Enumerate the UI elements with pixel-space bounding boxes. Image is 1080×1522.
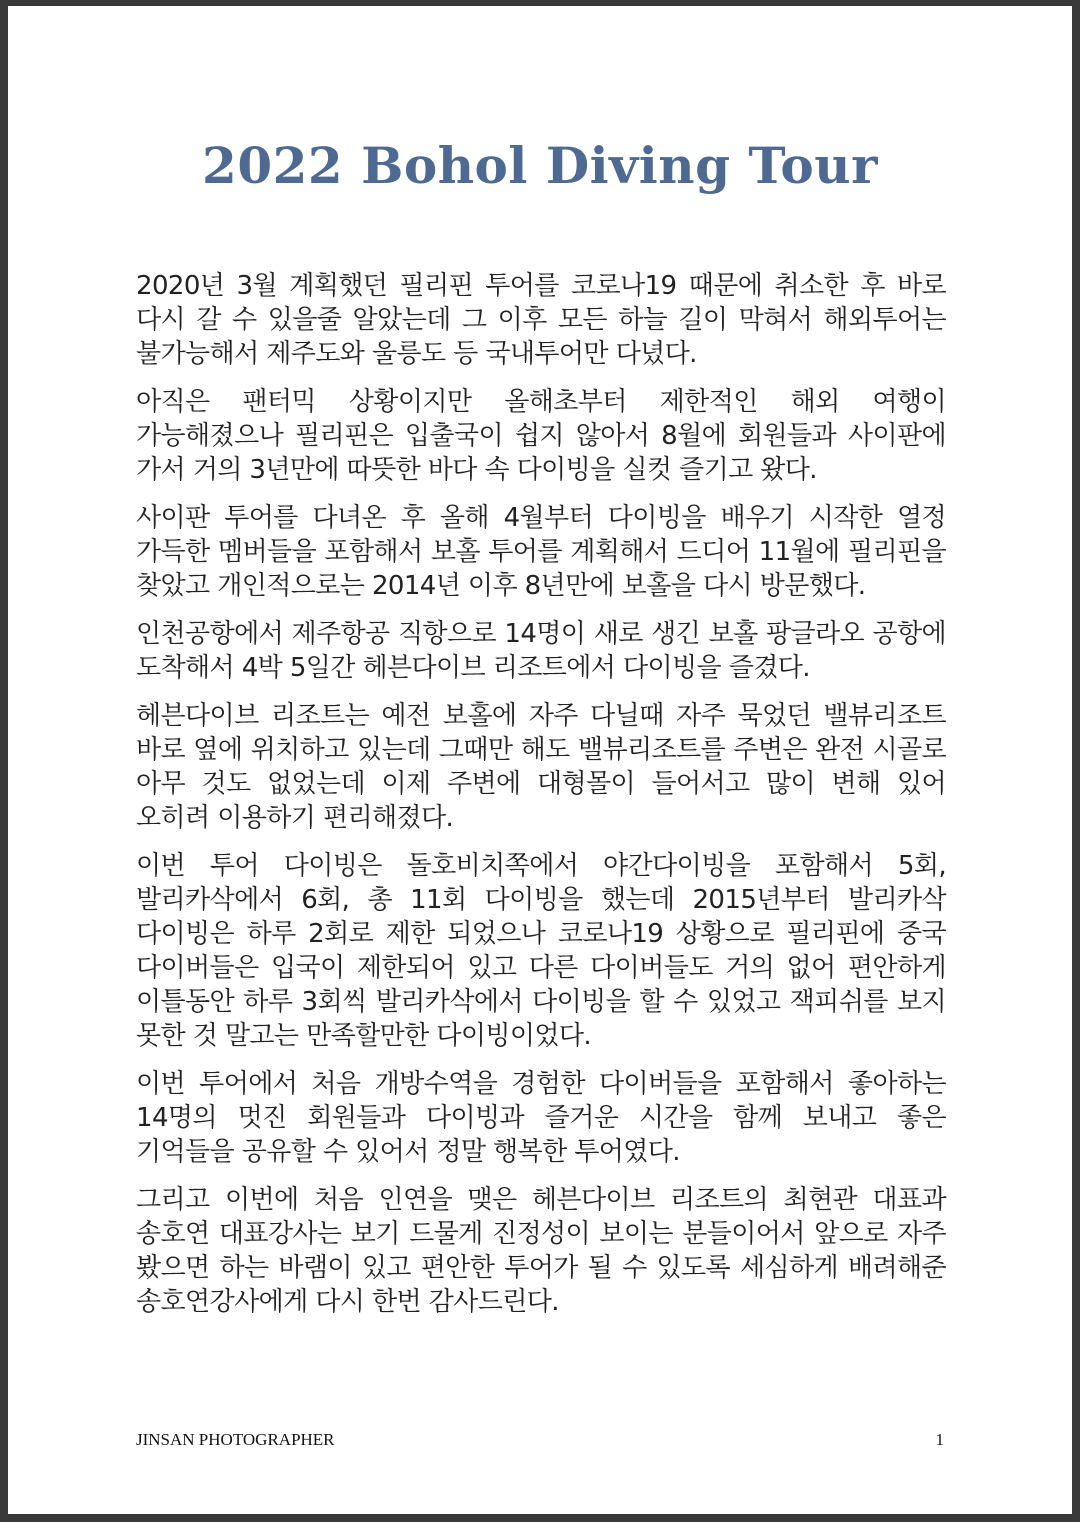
footer-author: JINSAN PHOTOGRAPHER (136, 1430, 335, 1449)
paragraph: 사이판 투어를 다녀온 후 올해 4월부터 다이빙을 배우기 시작한 열정 가득한 멤버들을 포함해서 보홀 투어를 계획해서 드디어 11월에 필리핀을 찾았고 개인적으로는 2014년 이후 8년만에 보홀을 다시 방문했다. (136, 503, 946, 601)
paragraph: 2020년 3월 계획했던 필리핀 투어를 코로나19 때문에 취소한 후 바로 다시 갈 수 있을줄 알았는데 그 이후 모든 하늘 길이 막혀서 해외투어는 불가능해서 제주도와 울릉도 등 국내투어만 다녔다. (136, 271, 946, 369)
page-title: 2022 Bohol Diving Tour (202, 136, 878, 195)
paragraph: 그리고 이번에 처음 인연을 맺은 헤븐다이브 리조트의 최현관 대표과 송호연 대표강사는 보기 드물게 진정성이 보이는 분들이어서 앞으로 자주 봤으면 하는 바램이 있고 편안한 투어가 될 수 있도록 세심하게 배려해준 송호연강사에게 다시 한번 감사드린다. (136, 1185, 946, 1317)
paragraph: 헤븐다이브 리조트는 예전 보홀에 자주 다닐때 자주 묵었던 밸뷰리조트 바로 옆에 위치하고 있는데 그때만 해도 밸뷰리조트를 주변은 완전 시골로 아무 것도 없었는데 이제 주변에 대형몰이 들어서고 많이 변해 있어 오히려 이용하기 편리해졌다. (136, 701, 946, 833)
page-number: 1 (935, 1430, 944, 1449)
paragraph: 이번 투어 다이빙은 돌호비치쪽에서 야간다이빙을 포함해서 5회, 발리카삭에서 6회, 총 11회 다이빙을 했는데 2015년부터 발리카삭 다이빙은 하루 2회로 제한 되었으나 코로나19 상황으로 필리핀에 중국 다이버들은 입국이 제한되어 있고 다른 다이버들도 거의 없어 편안하게 이틀동안 하루 3회씩 발리카삭에서 다이빙을 할 수 있었고 잭피쉬를 보지 못한 것 말고는 만족할만한 다이빙이었다. (136, 851, 946, 1051)
paragraph: 이번 투어에서 처음 개방수역을 경험한 다이버들을 포함해서 좋아하는 14명의 멋진 회원들과 다이빙과 즐거운 시간을 함께 보내고 좋은 기억들을 공유할 수 있어서 정말 행복한 투어였다. (136, 1069, 946, 1167)
paragraph: 인천공항에서 제주항공 직항으로 14명이 새로 생긴 보홀 팡글라오 공항에 도착해서 4박 5일간 헤븐다이브 리조트에서 다이빙을 즐겼다. (136, 619, 946, 683)
document-page (8, 6, 1072, 1514)
document-body (136, 269, 946, 1333)
paragraph: 아직은 팬터믹 상황이지만 올해초부터 제한적인 해외 여행이 가능해졌으나 필리핀은 입출국이 쉽지 않아서 8월에 회원들과 사이판에 가서 거의 3년만에 따뜻한 바다 속 다이빙을 실컷 즐기고 왔다. (136, 387, 946, 485)
